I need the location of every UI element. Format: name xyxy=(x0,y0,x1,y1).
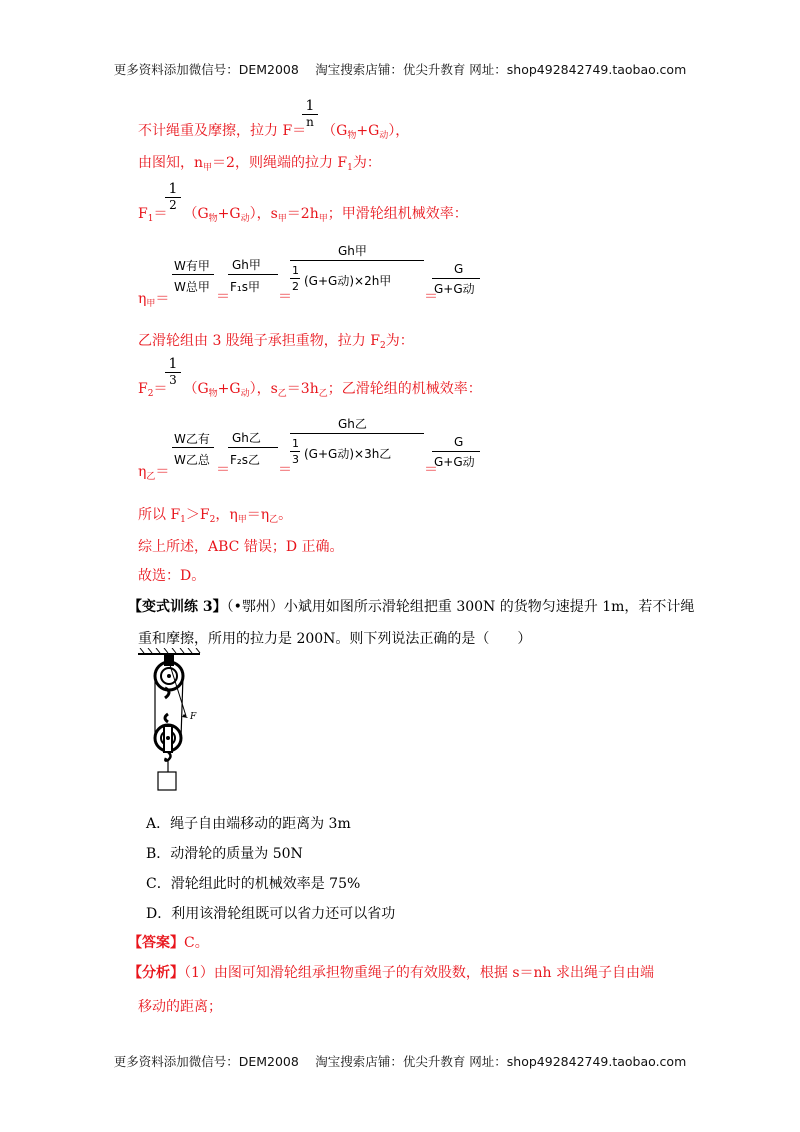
solution-line-5: 乙滑轮组由 3 股绳子承担重物，拉力 $F_2$为： xyxy=(138,333,414,351)
option-a[interactable]: A．绳子自由端移动的距离为 3m xyxy=(146,816,351,832)
question-line-2: 重和摩擦，所用的拉力是 200N。则下列说法正确的是（ ） xyxy=(138,631,532,647)
efficiency-equation-jia: W有甲 W总甲 ＝ Gh甲 F₁s甲 ＝ Gh甲 1 2 (G+G动)×2h甲 ＝ G G+G动 xyxy=(170,240,490,300)
option-b[interactable]: B．动滑轮的质量为 50N xyxy=(146,846,303,862)
question-tag: 【变式训练 3】 xyxy=(128,599,227,615)
option-d[interactable]: D．利用该滑轮组既可以省力还可以省功 xyxy=(146,906,396,922)
question-line-1: 【变式训练 3】（•鄂州）小斌用如图所示滑轮组把重 300N 的货物匀速提升 1m，若不计绳 xyxy=(128,599,695,615)
eta-jia-label: $\eta_甲=$ xyxy=(138,291,170,309)
solution-line-3: $F_1= (G_物+G_动)$，$s_甲=2h_甲$；甲滑轮组机械效率： xyxy=(138,206,468,224)
pulley-figure xyxy=(138,648,208,796)
solution-line-10: 故选：D。 xyxy=(138,568,206,584)
answer-line: 【答案】C。 xyxy=(128,935,209,951)
analysis-line-1: 【分析】（1）由图可知滑轮组承担物重绳子的有效股数，根据 s＝nh 求出绳子自由端 xyxy=(128,965,655,981)
eta-yi-label: $\eta_乙=$ xyxy=(138,464,170,482)
page-header: 更多资料添加微信号：DEM2008 淘宝搜索店铺：优尖升教育 网址：shop492842749.taobao.com xyxy=(113,62,687,77)
solution-line-9: 综上所述，ABC 错误；D 正确。 xyxy=(138,539,344,555)
fraction-1-over-3: $\frac{1}{3}$ xyxy=(165,356,181,387)
option-c[interactable]: C．滑轮组此时的机械效率是 75% xyxy=(146,876,361,892)
solution-line-1: 不计绳重及摩擦，拉力 $F= (G_物+G_动)$， xyxy=(138,123,410,141)
solution-line-6: $F_2= (G_物+G_动)$，$s_乙=3h_乙$；乙滑轮组的机械效率： xyxy=(138,381,482,399)
analysis-tag: 【分析】 xyxy=(128,965,184,981)
solution-line-2: 由图知，$n_甲=2$，则绳端的拉力 $F_1$为： xyxy=(138,155,381,173)
solution-line-8: 所以 $F_1>F_2$，$\eta_甲=\eta_乙$。 xyxy=(138,507,293,525)
efficiency-equation-yi: W乙有 W乙总 ＝ Gh乙 F₂s乙 ＝ Gh乙 1 3 (G+G动)×3h乙 ＝ G G+G动 xyxy=(170,413,490,473)
fraction-1-over-2: $\frac{1}{2}$ xyxy=(165,181,181,212)
analysis-line-2: 移动的距离； xyxy=(138,999,222,1015)
page-footer: 更多资料添加微信号：DEM2008 淘宝搜索店铺：优尖升教育 网址：shop492842749.taobao.com xyxy=(113,1054,687,1069)
answer-tag: 【答案】 xyxy=(128,935,184,951)
force-label-f: F xyxy=(190,712,197,722)
fraction-1-over-n: $\frac{1}{n}$ xyxy=(302,98,318,129)
